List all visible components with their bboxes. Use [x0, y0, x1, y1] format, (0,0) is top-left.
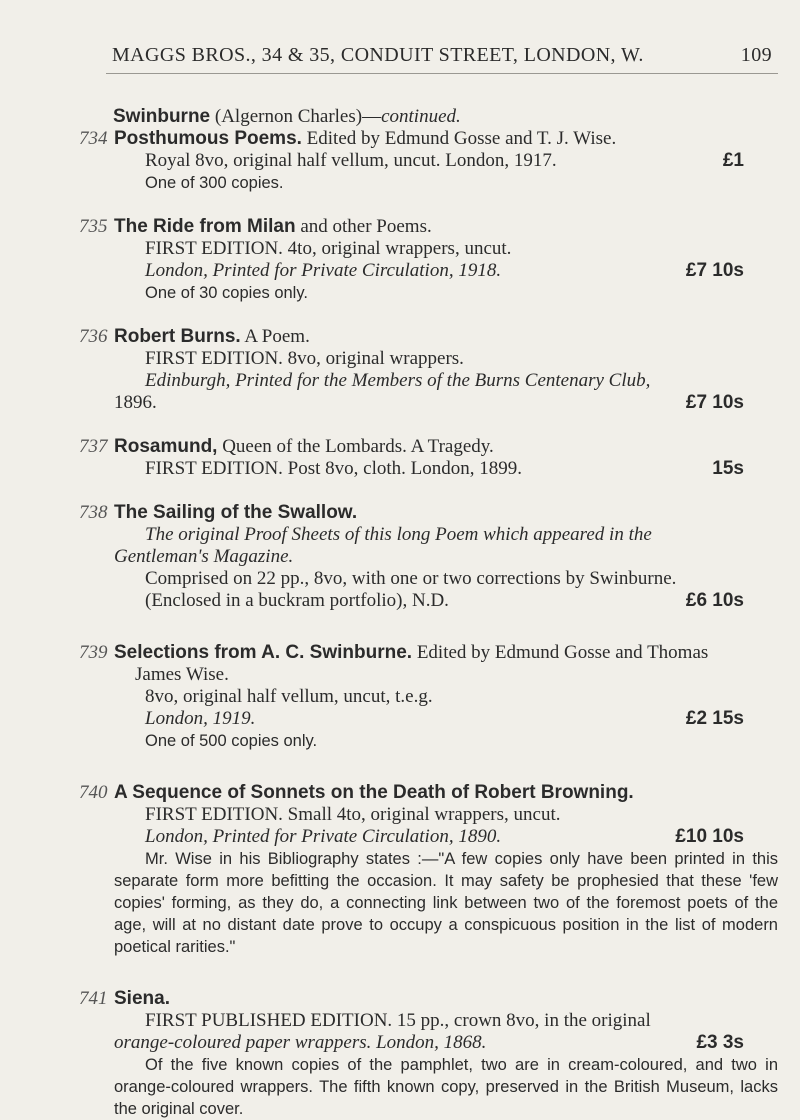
section-author-full: (Algernon Charles)— — [210, 106, 382, 127]
page-number: 109 — [740, 44, 772, 66]
entry-line: Comprised on 22 pp., 8vo, with one or two corrections by Swinburne. — [145, 568, 677, 589]
entry-line: Royal 8vo, original half vellum, uncut. London, 1917. £1 — [145, 150, 744, 171]
entry-line: London, Printed for Private Circulation, 1890. £10 10s — [145, 826, 744, 847]
entry-title: Posthumous Poems. — [114, 128, 302, 149]
entry-price: £3 3s — [696, 1032, 744, 1053]
entry-title: Rosamund, — [114, 436, 218, 457]
entry-line: London, 1919. £2 15s — [145, 708, 744, 729]
entry-line: 8vo, original half vellum, uncut, t.e.g. — [145, 686, 433, 707]
catalogue-entry — [0, 216, 800, 304]
entry-price: £1 — [722, 150, 744, 171]
entry-number: 737 — [79, 436, 108, 457]
entry-line: The original Proof Sheets of this long Poem which appeared in the — [145, 524, 652, 545]
entry-title: Robert Burns. — [114, 326, 241, 347]
entry-note: Mr. Wise in his Bibliography states :—"A few copies only have been printed in this separate form more befitting the occasion. It may safety be prophesied that these 'few copies' forming, as they do, a connecting link between two of the foremost poets of the age, will at no distant date prove to occupy a conspicuous position in the list of modern poetical rarities." — [114, 850, 778, 956]
entry-line: Gentleman's Magazine. — [114, 546, 294, 567]
section-continued: continued. — [381, 106, 461, 127]
catalogue-entry — [0, 436, 800, 480]
entry-title-rest: A Poem. — [240, 326, 310, 347]
entry-price: £6 10s — [685, 590, 744, 611]
entry-line: orange-coloured paper wrappers. London, 1868. £3 3s — [114, 1032, 744, 1053]
entry-note: One of 500 copies only. — [145, 732, 318, 750]
entry-note: One of 300 copies. — [145, 174, 284, 192]
entry-number: 741 — [79, 988, 108, 1009]
catalogue-entry — [0, 502, 800, 612]
entry-line: London, Printed for Private Circulation, 1918. £7 10s — [145, 260, 744, 281]
entry-title: The Sailing of the Swallow. — [114, 502, 358, 523]
entry-line: FIRST EDITION. Post 8vo, cloth. London, 1899. 15s — [145, 458, 744, 479]
catalogue-entry — [0, 128, 800, 194]
catalogue-entry — [0, 782, 800, 958]
entry-number: 740 — [79, 782, 108, 803]
entry-price: £7 10s — [685, 392, 744, 413]
entry-line: 1896. £7 10s — [114, 392, 744, 413]
entry-price: £7 10s — [685, 260, 744, 281]
catalogue-entry — [0, 642, 800, 752]
entry-line: James Wise. — [135, 664, 229, 685]
entry-number: 739 — [79, 642, 108, 663]
entry-title: Siena. — [114, 988, 170, 1009]
section-author: Swinburne — [113, 106, 211, 127]
catalogue-content — [0, 106, 800, 1120]
entry-title-rest: and other Poems. — [295, 216, 432, 237]
entry-title: The Ride from Milan — [114, 216, 296, 237]
entry-line: (Enclosed in a buckram portfolio), N.D. £6 10s — [145, 590, 744, 611]
entry-title-rest: Edited by Edmund Gosse and Thomas — [412, 642, 709, 663]
entry-line: FIRST EDITION. Small 4to, original wrappers, uncut. — [145, 804, 561, 825]
entry-title-rest: Edited by Edmund Gosse and T. J. Wise. — [301, 128, 617, 149]
catalogue-entry — [0, 326, 800, 414]
entry-number: 735 — [79, 216, 108, 237]
entry-number: 734 — [79, 128, 108, 149]
entry-price: £2 15s — [685, 708, 744, 729]
entry-number: 738 — [79, 502, 108, 523]
entry-price: 15s — [712, 458, 744, 479]
entry-line: FIRST PUBLISHED EDITION. 15 pp., crown 8vo, in the original — [145, 1010, 651, 1031]
entry-number: 736 — [79, 326, 108, 347]
entry-note: One of 30 copies only. — [145, 284, 308, 302]
section-heading — [113, 106, 800, 128]
entry-line: Edinburgh, Printed for the Members of the Burns Centenary Club, — [145, 370, 651, 391]
header-rule — [106, 73, 778, 74]
entry-price: £10 10s — [675, 826, 744, 847]
page-header — [112, 44, 772, 67]
entry-note: Of the five known copies of the pamphlet, two are in cream-coloured, and two in orange-coloured wrappers. The fifth known copy, preserved in the British Museum, lacks the original cover. — [114, 1056, 778, 1118]
entry-title-rest: Queen of the Lombards. A Tragedy. — [217, 436, 494, 457]
entry-line: FIRST EDITION. 4to, original wrappers, uncut. — [145, 238, 512, 259]
entry-title: A Sequence of Sonnets on the Death of Robert Browning. — [114, 782, 634, 803]
catalogue-entry — [0, 988, 800, 1120]
entry-title: Selections from A. C. Swinburne. — [114, 642, 413, 663]
header-text: MAGGS BROS., 34 & 35, CONDUIT STREET, LONDON, W. — [112, 44, 644, 66]
entry-line: FIRST EDITION. 8vo, original wrappers. — [145, 348, 464, 369]
